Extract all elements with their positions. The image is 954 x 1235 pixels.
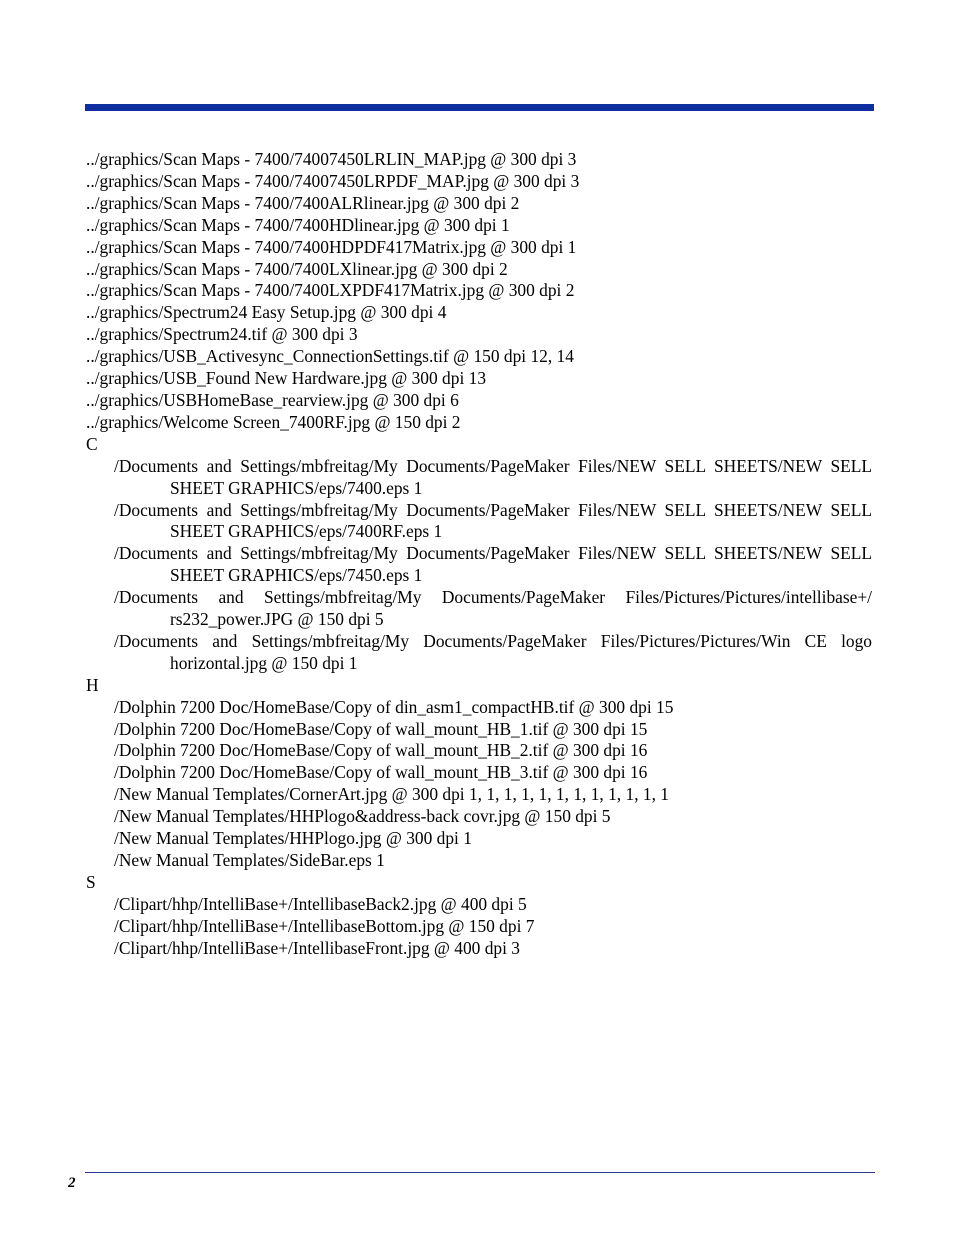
index-line: ../graphics/USB_Found New Hardware.jpg @ 300 dpi 13: [86, 368, 487, 389]
page-number: 2: [68, 1175, 76, 1191]
index-entry: /Dolphin 7200 Doc/HomeBase/Copy of wall_mount_HB_3.tif @ 300 dpi 16: [114, 762, 648, 783]
index-entry: /Documents and Settings/mbfreitag/My Documents/PageMaker Files/NEW SELL SHEETS/NEW SELL SHEET GRAPHICS/eps/7450.eps 1: [114, 543, 872, 586]
index-line: ../graphics/Spectrum24 Easy Setup.jpg @ 300 dpi 4: [86, 302, 447, 323]
index-line: ../graphics/Scan Maps - 7400/7400HDlinear.jpg @ 300 dpi 1: [86, 214, 510, 235]
index-entry: /Documents and Settings/mbfreitag/My Documents/PageMaker Files/Pictures/Pictures/Win CE logo horizontal.jpg @ 150 dpi 1: [114, 630, 872, 673]
index-entry: /Documents and Settings/mbfreitag/My Documents/PageMaker Files/NEW SELL SHEETS/NEW SELL SHEET GRAPHICS/eps/7400.eps 1: [114, 455, 872, 498]
index-line: ../graphics/Scan Maps - 7400/74007450LRPDF_MAP.jpg @ 300 dpi 3: [86, 170, 580, 191]
index-entry: /Clipart/hhp/IntelliBase+/IntellibaseBottom.jpg @ 150 dpi 7: [114, 915, 535, 936]
section-heading-s: S: [86, 871, 96, 892]
footer-rule: [85, 1172, 875, 1173]
index-entry: /Dolphin 7200 Doc/HomeBase/Copy of wall_mount_HB_1.tif @ 300 dpi 15: [114, 718, 648, 739]
section-heading-h: H: [86, 674, 99, 695]
index-line: ../graphics/Scan Maps - 7400/74007450LRLIN_MAP.jpg @ 300 dpi 3: [86, 149, 577, 169]
index-entry: /Clipart/hhp/IntelliBase+/IntellibaseBack2.jpg @ 400 dpi 5: [114, 893, 527, 914]
index-line: ../graphics/Welcome Screen_7400RF.jpg @ 150 dpi 2: [86, 411, 461, 432]
index-entry: /New Manual Templates/HHPlogo.jpg @ 300 dpi 1: [114, 828, 472, 849]
index-line: ../graphics/USB_Activesync_ConnectionSettings.tif @ 150 dpi 12, 14: [86, 346, 574, 367]
section-heading-c: C: [86, 433, 98, 454]
index-line: ../graphics/Spectrum24.tif @ 300 dpi 3: [86, 324, 358, 345]
index-line: ../graphics/Scan Maps - 7400/7400LXPDF417Matrix.jpg @ 300 dpi 2: [86, 280, 575, 301]
index-line: ../graphics/Scan Maps - 7400/7400ALRlinear.jpg @ 300 dpi 2: [86, 192, 520, 213]
index-line: ../graphics/Scan Maps - 7400/7400HDPDF417Matrix.jpg @ 300 dpi 1: [86, 236, 577, 257]
header-bar: [85, 104, 874, 111]
index-entry: /New Manual Templates/CornerArt.jpg @ 300 dpi 1, 1, 1, 1, 1, 1, 1, 1, 1, 1, 1, 1: [114, 784, 669, 805]
index-entry: /New Manual Templates/HHPlogo&address-back covr.jpg @ 150 dpi 5: [114, 806, 611, 827]
index-entry: /Documents and Settings/mbfreitag/My Documents/PageMaker Files/NEW SELL SHEETS/NEW SELL SHEET GRAPHICS/eps/7400RF.eps 1: [114, 499, 872, 542]
index-entry: /Dolphin 7200 Doc/HomeBase/Copy of din_asm1_compactHB.tif @ 300 dpi 15: [114, 696, 674, 717]
index-line: ../graphics/USBHomeBase_rearview.jpg @ 300 dpi 6: [86, 389, 459, 410]
index-line: ../graphics/Scan Maps - 7400/7400LXlinear.jpg @ 300 dpi 2: [86, 258, 508, 279]
index-list: [86, 149, 872, 960]
index-entry: /Documents and Settings/mbfreitag/My Documents/PageMaker Files/Pictures/Pictures/intellibase+/ rs232_power.JPG @ 150 dpi 5: [114, 587, 872, 630]
index-entry: /Clipart/hhp/IntelliBase+/IntellibaseFront.jpg @ 400 dpi 3: [114, 937, 520, 958]
index-entry: /Dolphin 7200 Doc/HomeBase/Copy of wall_mount_HB_2.tif @ 300 dpi 16: [114, 740, 648, 761]
index-entry: /New Manual Templates/SideBar.eps 1: [114, 850, 385, 870]
